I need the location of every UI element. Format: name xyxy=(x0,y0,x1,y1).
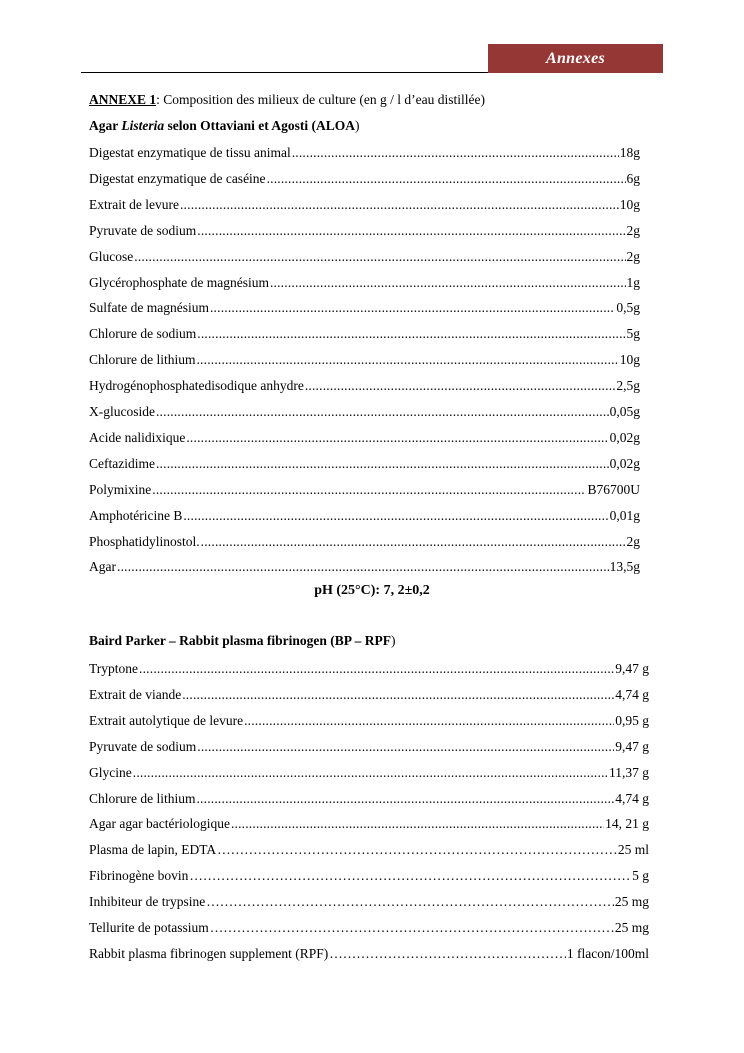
bp-title-text: Baird Parker – Rabbit plasma fibrinogen (BP – RPF xyxy=(89,633,392,648)
ingredient-amount: 5g xyxy=(626,326,640,342)
dot-leader xyxy=(270,275,626,291)
ingredient-row xyxy=(89,145,640,161)
ingredient-name: Tryptone xyxy=(89,661,139,676)
ingredient-row xyxy=(89,661,649,677)
ingredient-amount: 6g xyxy=(626,170,640,186)
ingredient-name: Phosphatidylinostol. xyxy=(89,533,200,549)
dot-leader xyxy=(156,456,609,472)
bp-title-paren: ) xyxy=(391,633,396,648)
dot-leader xyxy=(217,842,617,858)
ingredient-name: Chlorure de lithium xyxy=(89,352,196,368)
ingredient-amount: 2g xyxy=(626,248,640,264)
ingredient-amount: 25 ml xyxy=(617,842,649,858)
dot-leader xyxy=(292,145,619,161)
dot-leader xyxy=(267,171,626,187)
annex-description: : Composition des milieux de culture (en g / l d’eau distillée) xyxy=(156,92,485,107)
ingredient-amount: 0,02g xyxy=(609,429,640,445)
ingredient-amount: 0,01g xyxy=(609,507,640,523)
ingredient-row xyxy=(89,300,640,316)
dot-leader xyxy=(182,687,614,703)
dot-leader xyxy=(210,920,614,936)
dot-leader xyxy=(186,430,608,446)
dot-leader xyxy=(196,791,614,807)
dot-leader xyxy=(210,300,615,316)
dot-leader xyxy=(197,223,625,239)
dot-leader xyxy=(152,482,586,498)
ingredient-name: Chlorure de sodium xyxy=(89,326,197,342)
ingredient-name: Agar xyxy=(89,559,116,575)
ingredient-name: Hydrogénophosphatedisodique anhydre xyxy=(89,378,304,394)
ingredient-row xyxy=(89,816,649,832)
dot-leader xyxy=(201,534,626,550)
ingredient-name: Glucose xyxy=(89,248,134,264)
ingredient-amount: 0,02g xyxy=(609,455,640,471)
ingredient-row xyxy=(89,791,649,807)
ingredient-amount: 4,74 g xyxy=(615,790,649,806)
ingredient-row xyxy=(89,378,640,394)
dot-leader xyxy=(139,661,614,677)
ingredient-name: Inhibiteur de trypsine xyxy=(89,894,206,910)
ingredient-row xyxy=(89,171,640,187)
dot-leader xyxy=(156,404,609,420)
ingredient-name: Ceftazidime xyxy=(89,455,155,471)
ingredient-name: Tellurite de potassium xyxy=(89,920,209,935)
ingredient-row xyxy=(89,352,640,368)
ingredient-row xyxy=(89,868,649,884)
ingredient-row xyxy=(89,946,649,962)
dot-leader xyxy=(180,197,619,213)
ingredient-amount: 5 g xyxy=(632,868,649,884)
aloa-title-post: selon Ottaviani et Agosti (ALOA xyxy=(164,118,355,133)
aloa-title xyxy=(89,118,360,134)
ingredient-row xyxy=(89,687,649,703)
dot-leader xyxy=(196,352,618,368)
ingredient-name: Acide nalidixique xyxy=(89,429,186,445)
ingredient-name: Extrait autolytique de levure xyxy=(89,712,244,728)
dot-leader xyxy=(183,508,608,524)
ingredient-row xyxy=(89,559,640,575)
ingredient-name: Plasma de lapin, EDTA xyxy=(89,842,217,858)
ingredient-amount: 13,5g xyxy=(609,559,640,575)
ingredient-name: Pyruvate de sodium xyxy=(89,222,197,238)
ingredient-amount: 0,95 g xyxy=(615,712,649,728)
dot-leader xyxy=(134,249,625,265)
ingredient-row xyxy=(89,456,640,472)
annex-title xyxy=(89,92,485,108)
bp-title xyxy=(89,633,396,649)
ingredient-amount: 0,5g xyxy=(616,300,640,316)
dot-leader xyxy=(117,559,609,575)
ingredient-row xyxy=(89,739,649,755)
ingredient-amount: 25 mg xyxy=(614,920,649,935)
ingredient-row xyxy=(89,223,640,239)
ingredient-amount: 10g xyxy=(619,196,640,212)
ingredient-name: Extrait de viande xyxy=(89,686,182,702)
ingredient-name: X-glucoside xyxy=(89,404,155,419)
section-header: Annexes xyxy=(488,44,663,73)
dot-leader xyxy=(197,739,614,755)
ingredient-name: Glycérophosphate de magnésium xyxy=(89,274,269,290)
ingredient-name: Sulfate de magnésium xyxy=(89,300,209,316)
ingredient-row xyxy=(89,894,649,910)
ingredient-name: Digestat enzymatique de tissu animal xyxy=(89,145,291,160)
ingredient-row xyxy=(89,404,640,420)
dot-leader xyxy=(197,326,625,342)
ingredient-row xyxy=(89,326,640,342)
ingredient-name: Glycine xyxy=(89,764,132,780)
ingredient-row xyxy=(89,765,649,781)
ingredient-amount: 1g xyxy=(626,274,640,290)
ingredient-row xyxy=(89,920,649,936)
ingredient-amount: B76700U xyxy=(587,481,640,497)
ingredient-row xyxy=(89,249,640,265)
ingredient-amount: 9,47 g xyxy=(615,661,649,676)
dot-leader xyxy=(189,868,631,884)
ingredient-name: Digestat enzymatique de caséine xyxy=(89,170,266,186)
ingredient-row xyxy=(89,508,640,524)
ingredient-amount: 0,05g xyxy=(609,404,640,419)
ingredient-amount: 2,5g xyxy=(616,378,640,394)
ingredient-row xyxy=(89,197,640,213)
ingredient-name: Fibrinogène bovin xyxy=(89,868,189,884)
ingredient-amount: 9,47 g xyxy=(615,738,649,754)
ingredient-amount: 2g xyxy=(626,222,640,238)
aloa-title-pre: Agar xyxy=(89,118,122,133)
ingredient-name: Polymixine xyxy=(89,481,152,497)
dot-leader xyxy=(231,816,604,832)
ingredient-row xyxy=(89,482,640,498)
ingredient-amount: 2g xyxy=(626,533,640,549)
ingredient-amount: 25 mg xyxy=(614,894,649,910)
ingredient-row xyxy=(89,430,640,446)
ingredient-row xyxy=(89,275,640,291)
dot-leader xyxy=(305,378,616,394)
ingredient-name: Rabbit plasma fibrinogen supplement (RPF) xyxy=(89,945,329,961)
ingredient-amount: 11,37 g xyxy=(609,764,649,780)
ingredient-amount: 14, 21 g xyxy=(605,816,649,832)
ingredient-row xyxy=(89,842,649,858)
dot-leader xyxy=(329,946,566,962)
dot-leader xyxy=(244,713,614,729)
ingredient-amount: 18g xyxy=(619,145,640,160)
ingredient-name: Amphotéricine B xyxy=(89,507,183,523)
ingredient-row xyxy=(89,713,649,729)
dot-leader xyxy=(206,894,614,910)
ingredient-amount: 10g xyxy=(619,352,640,368)
dot-leader xyxy=(133,765,608,781)
ingredient-name: Extrait de levure xyxy=(89,196,179,212)
ingredient-amount: 1 flacon/100ml xyxy=(566,945,649,961)
ingredient-name: Chlorure de lithium xyxy=(89,790,196,806)
ingredient-row xyxy=(89,534,640,550)
ingredient-name: Agar agar bactériologique xyxy=(89,816,230,832)
aloa-title-paren: ) xyxy=(355,118,360,133)
annex-label: ANNEXE 1 xyxy=(89,92,157,107)
ingredient-amount: 4,74 g xyxy=(615,686,649,702)
aloa-title-italic: Listeria xyxy=(121,118,165,133)
aloa-ph: pH (25°C): 7, 2±0,2 xyxy=(314,583,430,598)
ingredient-name: Pyruvate de sodium xyxy=(89,738,197,754)
